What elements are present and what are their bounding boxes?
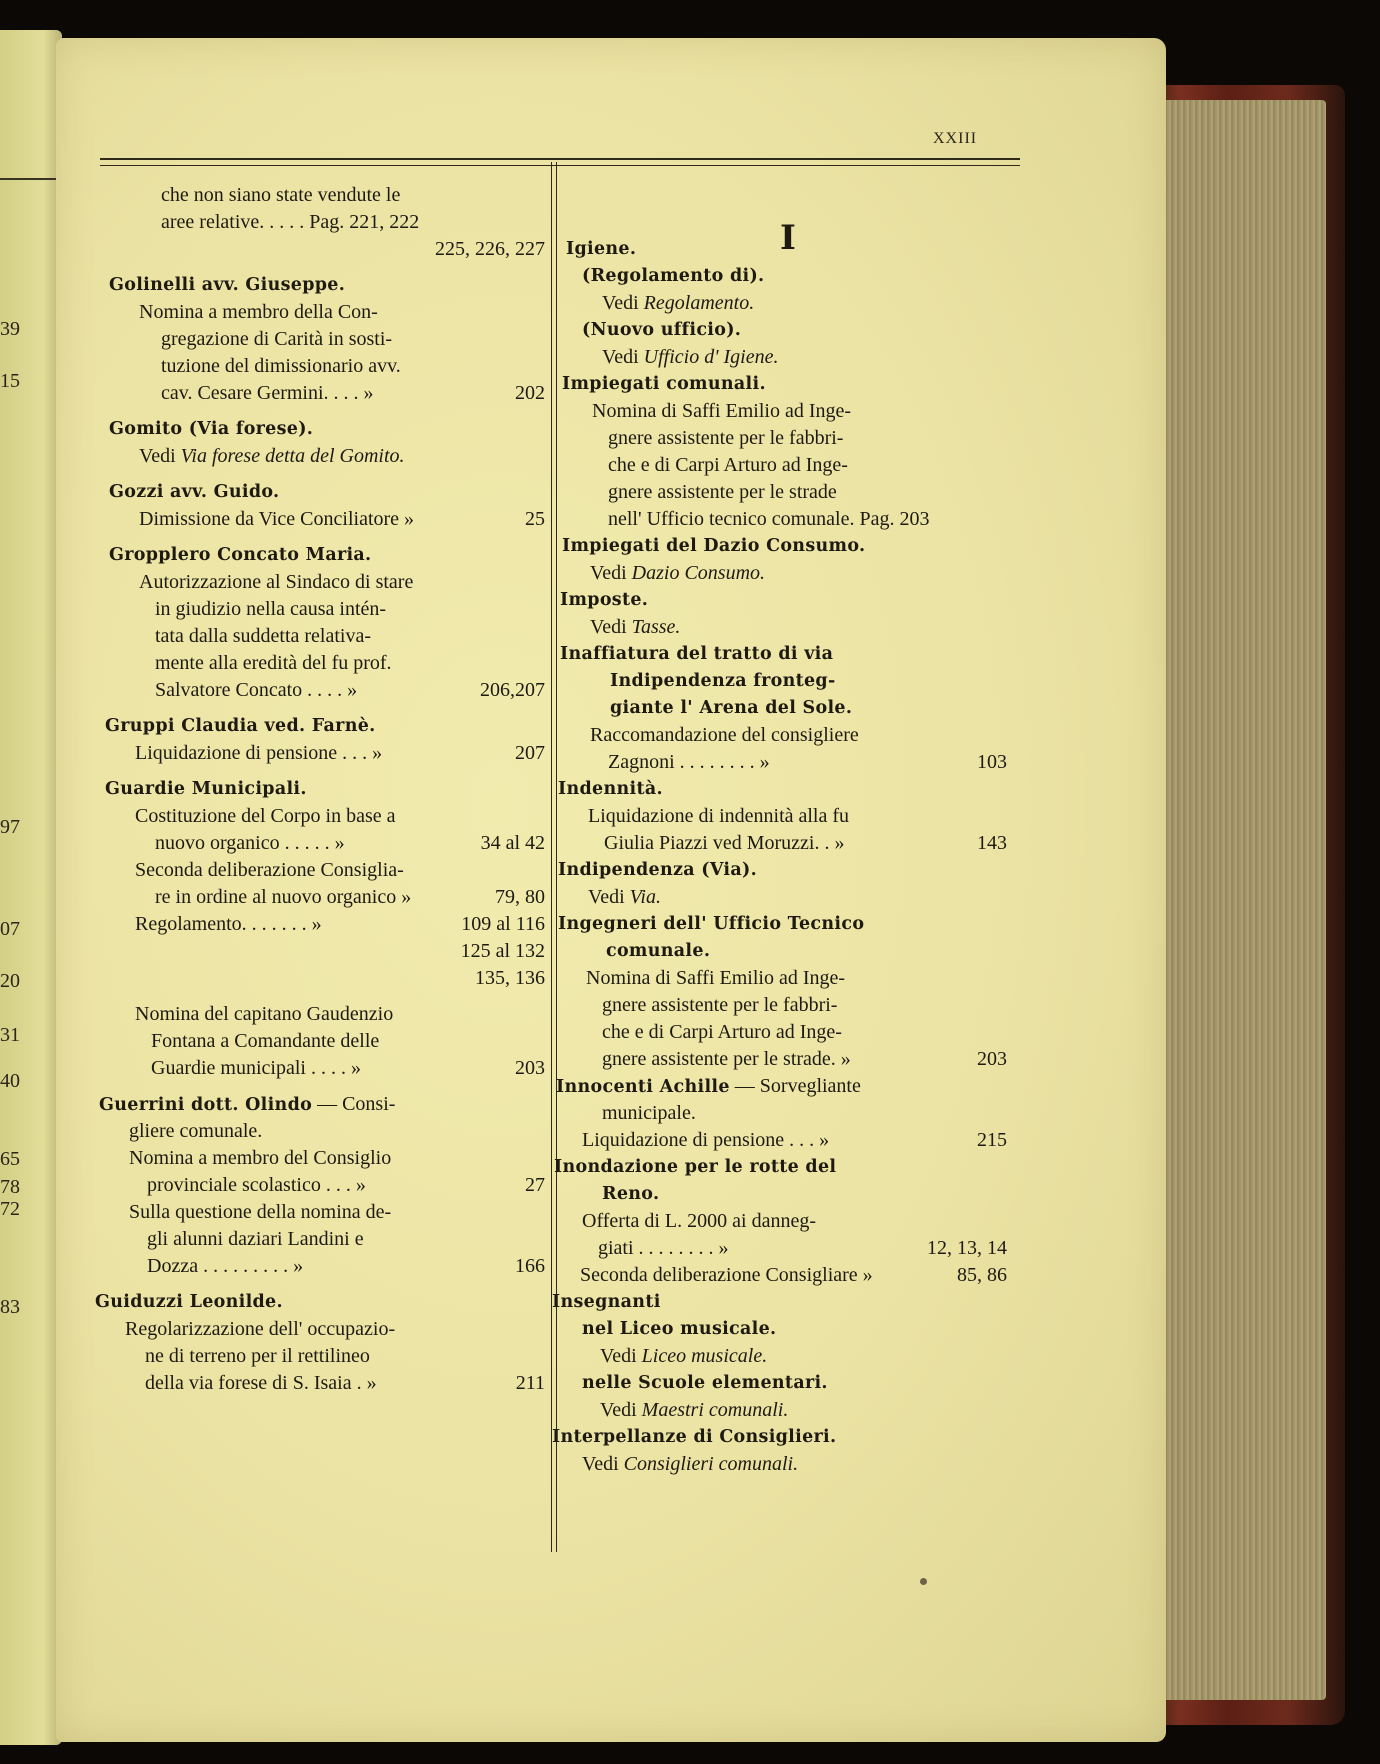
entry-text: Autorizzazione al Sindaco di stare — [139, 571, 414, 593]
index-entry-text — [552, 749, 1007, 776]
cross-reference: Consiglieri comunali. — [623, 1453, 799, 1475]
index-entry-text — [95, 911, 545, 938]
entry-text: Fontana a Comandante delle — [151, 1030, 380, 1052]
index-entry-text — [552, 830, 1007, 857]
entry-text: Sulla questione della nomina de- — [129, 1201, 392, 1223]
cross-reference: Dazio Consumo. — [631, 562, 766, 584]
index-entry-text — [95, 1055, 545, 1082]
entry-text: Vedi — [590, 616, 632, 638]
entry-text: gliere comunale. — [129, 1120, 263, 1142]
page-reference: 203 — [515, 1057, 545, 1079]
index-entry-text — [95, 1253, 545, 1280]
cross-reference: Ufficio d' Igiene. — [643, 346, 779, 368]
page-reference: 203 — [977, 1048, 1007, 1070]
index-entry-text — [95, 326, 545, 353]
entry-text: Seconda deliberazione Consiglia- — [135, 859, 404, 881]
index-entry-text — [552, 1046, 1007, 1073]
entry-gap — [95, 533, 545, 542]
entry-heading-text: Impiegati comunali. — [562, 374, 766, 394]
entry-text: municipale. — [602, 1102, 696, 1124]
entry-heading-text: Interpellanze di Consiglieri. — [552, 1427, 837, 1447]
entry-text: ne di terreno per il rettilineo — [145, 1345, 370, 1367]
page-reference: 135, 136 — [475, 967, 545, 989]
entry-text: provinciale scolastico . . . » — [147, 1174, 366, 1196]
entry-gap — [95, 1082, 545, 1091]
left-page-number-fragment: 20 — [0, 970, 20, 992]
entry-text: gnere assistente per le strade. » — [602, 1048, 851, 1070]
index-entry-heading — [95, 542, 545, 569]
index-entry-text — [552, 560, 1007, 587]
index-entry-heading — [552, 317, 1007, 344]
left-page-number-fragment: 07 — [0, 918, 20, 940]
index-entry-heading — [95, 479, 545, 506]
entry-gap — [95, 407, 545, 416]
entry-heading-text: Imposte. — [560, 590, 649, 610]
index-entry-text — [95, 857, 545, 884]
entry-text: Nomina di Saffi Emilio ad Inge- — [592, 400, 852, 422]
index-column-left — [95, 182, 545, 1397]
entry-heading-text: Indipendenza (Via). — [558, 860, 757, 880]
entry-heading-text: Ingegneri dell' Ufficio Tecnico — [558, 914, 865, 934]
entry-text: gnere assistente per le fabbri- — [602, 994, 838, 1016]
entry-heading-text: Reno. — [602, 1184, 660, 1204]
page-reference: 103 — [977, 751, 1007, 773]
index-entry-heading — [552, 1073, 1007, 1100]
entry-text: Liquidazione di pensione . . . » — [135, 742, 383, 764]
entry-text: Vedi — [600, 1345, 642, 1367]
entry-text: Offerta di L. 2000 ai danneg- — [582, 1210, 816, 1232]
index-entry-heading — [552, 1181, 1007, 1208]
entry-heading-text: Insegnanti — [552, 1292, 661, 1312]
entry-text: gregazione di Carità in sosti- — [161, 328, 393, 350]
entry-role: — Consi- — [312, 1093, 396, 1115]
index-entry-text — [552, 398, 1007, 425]
entry-text: aree relative. . . . . Pag. 221, 222 — [161, 211, 420, 233]
header-rule — [100, 158, 1020, 166]
entry-heading-text: Guiduzzi Leonilde. — [95, 1292, 283, 1312]
index-entry-heading — [552, 641, 1007, 668]
page-reference: 12, 13, 14 — [927, 1237, 1007, 1259]
entry-heading-text: Gomito (Via forese). — [109, 419, 314, 439]
entry-heading-text: Gruppi Claudia ved. Farnè. — [105, 716, 376, 736]
index-entry-text — [552, 884, 1007, 911]
index-entry-heading — [552, 695, 1007, 722]
entry-text: Vedi — [602, 346, 644, 368]
cross-reference: Regolamento. — [643, 292, 755, 314]
index-entry-text — [552, 425, 1007, 452]
index-entry-heading — [552, 1316, 1007, 1343]
entry-text: Guardie municipali . . . . » — [151, 1057, 361, 1079]
index-entry-text — [95, 596, 545, 623]
entry-text: Giulia Piazzi ved Moruzzi. . » — [604, 832, 845, 854]
index-entry-heading — [552, 1154, 1007, 1181]
entry-text: Vedi — [139, 445, 181, 467]
entry-text: Nomina a membro della Con- — [139, 301, 378, 323]
page-reference: 27 — [525, 1174, 545, 1196]
index-entry-text — [95, 623, 545, 650]
index-entry-text — [552, 479, 1007, 506]
entry-text: Nomina del capitano Gaudenzio — [135, 1003, 394, 1025]
index-entry-heading — [552, 587, 1007, 614]
entry-gap — [95, 470, 545, 479]
index-entry-text — [95, 1316, 545, 1343]
index-entry-heading — [552, 911, 1007, 938]
entry-gap — [552, 218, 1007, 227]
index-entry-heading — [552, 236, 1007, 263]
entry-text: Liquidazione di pensione . . . » — [582, 1129, 830, 1151]
entry-text: Salvatore Concato . . . . » — [155, 679, 358, 701]
entry-text: mente alla eredità del fu prof. — [155, 652, 392, 674]
index-entry-text — [552, 722, 1007, 749]
entry-text: re in ordine al nuovo organico » — [155, 886, 412, 908]
left-page-number-fragment: 31 — [0, 1024, 20, 1046]
entry-heading-text: Guerrini dott. Olindo — [99, 1095, 313, 1115]
index-entry-heading — [552, 263, 1007, 290]
index-entry-text — [95, 884, 545, 911]
index-entry-text — [95, 830, 545, 857]
index-entry-text — [552, 506, 1007, 533]
page-number: XXIII — [933, 130, 978, 147]
index-entry-text — [95, 1028, 545, 1055]
index-entry-heading — [95, 713, 545, 740]
entry-heading-text: nel Liceo musicale. — [582, 1319, 777, 1339]
index-entry-text — [552, 1127, 1007, 1154]
index-entry-text — [95, 1145, 545, 1172]
index-entry-text — [552, 965, 1007, 992]
entry-heading-text: comunale. — [606, 941, 711, 961]
index-entry-heading — [552, 857, 1007, 884]
index-entry-text — [552, 1100, 1007, 1127]
index-entry-text — [95, 938, 545, 965]
index-entry-text — [95, 1226, 545, 1253]
index-entry-text — [95, 650, 545, 677]
entry-gap — [95, 263, 545, 272]
index-entry-text — [552, 344, 1007, 371]
left-page-rule — [0, 178, 58, 180]
page-reference: 166 — [515, 1255, 545, 1277]
entry-text: che non siano state vendute le — [161, 184, 401, 206]
cross-reference: Via forese detta del Gomito. — [180, 445, 405, 467]
entry-heading-text: Indipendenza fronteg- — [610, 671, 836, 691]
entry-text: Nomina a membro del Consiglio — [129, 1147, 392, 1169]
index-entry-text — [95, 209, 545, 236]
left-page-number-fragment: 83 — [0, 1296, 20, 1318]
page-reference: 109 al 116 — [461, 913, 545, 935]
entry-text: Vedi — [582, 1453, 624, 1475]
entry-text: giati . . . . . . . . » — [598, 1237, 729, 1259]
index-entry-text — [95, 1118, 545, 1145]
entry-text: cav. Cesare Germini. . . . » — [161, 382, 374, 404]
entry-text: tata dalla suddetta relativa- — [155, 625, 372, 647]
index-entry-text — [95, 677, 545, 704]
entry-gap — [95, 704, 545, 713]
left-page-number-fragment: 72 — [0, 1198, 20, 1220]
entry-text: Regolamento. . . . . . . » — [135, 913, 322, 935]
left-page-number-fragment: 15 — [0, 370, 20, 392]
cross-reference: Tasse. — [631, 616, 681, 638]
index-entry-text — [95, 182, 545, 209]
ink-spot — [920, 1578, 927, 1585]
left-page-number-fragment: 39 — [0, 318, 20, 340]
index-entry-text — [552, 1262, 1007, 1289]
entry-text: Vedi — [590, 562, 632, 584]
index-entry-text — [552, 803, 1007, 830]
index-entry-text — [552, 1451, 1007, 1478]
entry-heading-text: nelle Scuole elementari. — [582, 1373, 828, 1393]
page-reference: 215 — [977, 1129, 1007, 1151]
entry-heading-text: Impiegati del Dazio Consumo. — [562, 536, 866, 556]
entry-gap — [552, 227, 1007, 236]
entry-text: gnere assistente per le fabbri- — [608, 427, 844, 449]
entry-text: Nomina di Saffi Emilio ad Inge- — [586, 967, 846, 989]
entry-text: che e di Carpi Arturo ad Inge- — [602, 1021, 842, 1043]
entry-heading-text: Innocenti Achille — [556, 1077, 730, 1097]
entry-text: Zagnoni . . . . . . . . » — [608, 751, 770, 773]
entry-heading-text: Golinelli avv. Giuseppe. — [109, 275, 346, 295]
entry-text: Liquidazione di indennità alla fu — [588, 805, 850, 827]
entry-text: Raccomandazione del consigliere — [590, 724, 859, 746]
page-edges — [1156, 100, 1326, 1700]
entry-text: Costituzione del Corpo in base a — [135, 805, 396, 827]
entry-text: Dimissione da Vice Conciliatore » — [139, 508, 415, 530]
index-entry-heading — [552, 371, 1007, 398]
page-reference: 207 — [515, 742, 545, 764]
entry-text: tuzione del dimissionario avv. — [161, 355, 401, 377]
entry-text: gnere assistente per le strade — [608, 481, 837, 503]
index-entry-heading — [552, 776, 1007, 803]
page-reference: 206,207 — [480, 679, 545, 701]
entry-heading-text: Inaffiatura del tratto di via — [560, 644, 834, 664]
entry-heading-text: Gropplero Concato Maria. — [109, 545, 372, 565]
index-entry-heading — [95, 272, 545, 299]
index-entry-text — [552, 992, 1007, 1019]
index-entry-text — [552, 1397, 1007, 1424]
page-reference: 25 — [525, 508, 545, 530]
entry-heading-text: (Regolamento di). — [582, 266, 765, 286]
index-entry-text — [95, 353, 545, 380]
entry-heading-text: giante l' Arena del Sole. — [610, 698, 853, 718]
entry-role: — Sorvegliante — [729, 1075, 861, 1097]
index-entry-heading — [95, 776, 545, 803]
entry-text: Regolarizzazione dell' occupazio- — [125, 1318, 396, 1340]
cross-reference: Maestri comunali. — [641, 1399, 789, 1421]
index-entry-heading — [552, 668, 1007, 695]
left-page-number-fragment: 78 — [0, 1176, 20, 1198]
index-entry-text — [95, 1172, 545, 1199]
entry-heading-text: Guardie Municipali. — [105, 779, 307, 799]
page-reference: 202 — [515, 382, 545, 404]
index-entry-text — [552, 1343, 1007, 1370]
entry-heading-text: Gozzi avv. Guido. — [109, 482, 280, 502]
entry-text: Seconda deliberazione Consigliare » — [580, 1264, 873, 1286]
cross-reference: Liceo musicale. — [641, 1345, 768, 1367]
entry-gap — [95, 1280, 545, 1289]
entry-gap — [95, 767, 545, 776]
index-entry-heading — [552, 1370, 1007, 1397]
entry-text: nell' Ufficio tecnico comunale. Pag. 203 — [608, 508, 930, 530]
left-page-number-fragment: 97 — [0, 816, 20, 838]
page-reference: 79, 80 — [495, 886, 545, 908]
entry-heading-text: Indennità. — [558, 779, 663, 799]
index-entry-text — [95, 1001, 545, 1028]
index-entry-heading — [95, 416, 545, 443]
left-page-number-fragment: 40 — [0, 1070, 20, 1092]
index-entry-text — [552, 1235, 1007, 1262]
index-entry-text — [95, 569, 545, 596]
index-entry-text — [95, 506, 545, 533]
entry-text: che e di Carpi Arturo ad Inge- — [608, 454, 848, 476]
entry-text: nuovo organico . . . . . » — [155, 832, 345, 854]
entry-heading-text: Igiene. — [566, 239, 637, 259]
entry-gap — [95, 992, 545, 1001]
index-entry-heading — [552, 533, 1007, 560]
entry-heading-text: (Nuovo ufficio). — [582, 320, 742, 340]
index-entry-text — [552, 1019, 1007, 1046]
index-entry-heading — [552, 1424, 1007, 1451]
index-entry-heading — [552, 938, 1007, 965]
entry-text: gli alunni daziari Landini e — [147, 1228, 364, 1250]
index-entry-heading — [95, 1091, 545, 1118]
index-entry-text — [95, 740, 545, 767]
index-entry-heading — [95, 1289, 545, 1316]
index-entry-text — [95, 965, 545, 992]
cross-reference: Via. — [629, 886, 661, 908]
index-entry-text — [95, 299, 545, 326]
section-letter: I — [780, 218, 796, 258]
entry-text: Dozza . . . . . . . . . » — [147, 1255, 304, 1277]
entry-text: Vedi — [602, 292, 644, 314]
entry-text: Vedi — [588, 886, 630, 908]
index-entry-text — [552, 1208, 1007, 1235]
entry-text: della via forese di S. Isaia . » — [145, 1372, 377, 1394]
index-entry-text — [552, 614, 1007, 641]
page-reference: 125 al 132 — [460, 940, 545, 962]
left-page-margin — [0, 30, 62, 1745]
index-entry-text — [95, 236, 545, 263]
index-entry-text — [95, 803, 545, 830]
index-entry-text — [95, 443, 545, 470]
entry-heading-text: Inondazione per le rotte del — [554, 1157, 837, 1177]
index-column-right — [552, 218, 1007, 1478]
index-entry-text — [95, 1370, 545, 1397]
page-reference: 211 — [515, 1372, 545, 1394]
index-entry-text — [95, 1343, 545, 1370]
index-entry-heading — [552, 1289, 1007, 1316]
index-entry-text — [552, 290, 1007, 317]
page-reference: 225, 226, 227 — [435, 238, 545, 260]
index-entry-text — [552, 452, 1007, 479]
page-reference: 34 al 42 — [480, 832, 545, 854]
entry-text: Vedi — [600, 1399, 642, 1421]
index-entry-text — [95, 1199, 545, 1226]
entry-text: in giudizio nella causa intén- — [155, 598, 387, 620]
index-entry-text — [95, 380, 545, 407]
page-reference: 143 — [977, 832, 1007, 854]
page-reference: 85, 86 — [957, 1264, 1007, 1286]
left-page-number-fragment: 65 — [0, 1148, 20, 1170]
